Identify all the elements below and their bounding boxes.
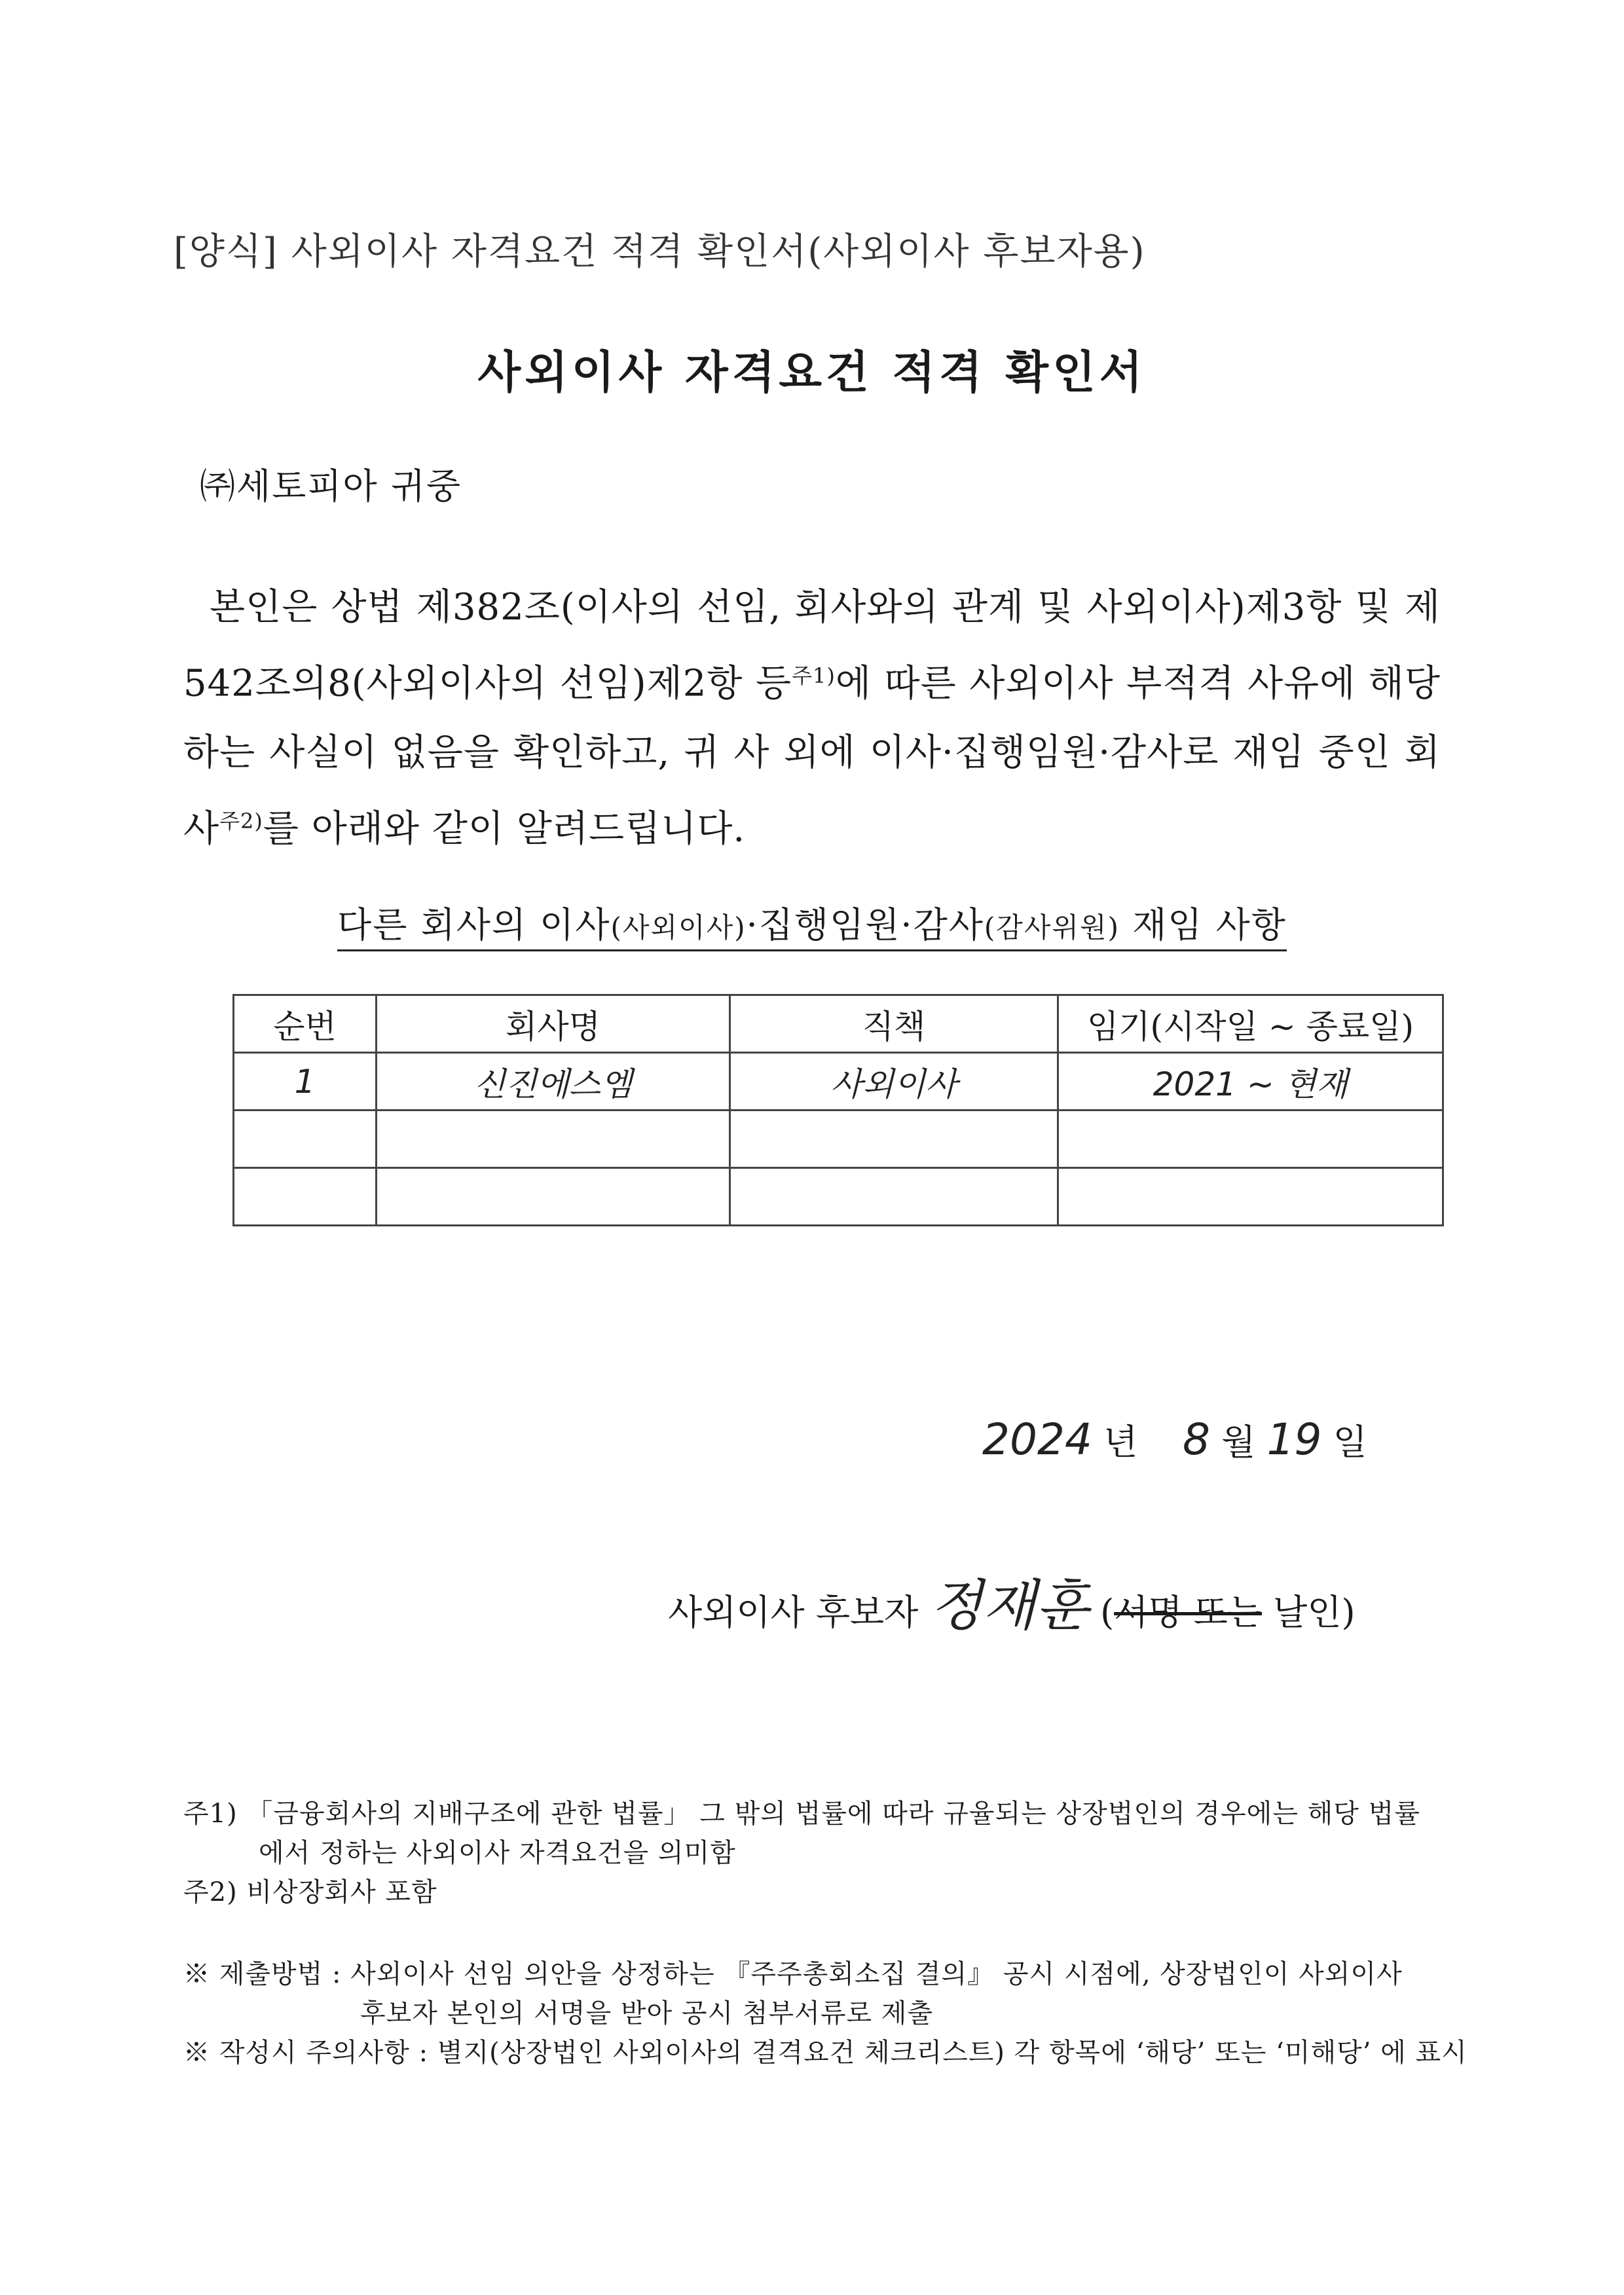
header-position: 직책	[730, 995, 1058, 1053]
submission-method-line-2: 후보자 본인의 서명을 받아 공시 첨부서류로 제출	[360, 1998, 934, 2029]
candidate-label: 사외이사 후보자	[668, 1592, 919, 1633]
writing-caution: ※ 작성시 주의사항 : 별지(상장법인 사외이사의 결격요건 체크리스트) 각 항목에 ‘해당’ 또는 ‘미해당’ 에 표시	[183, 2038, 1467, 2068]
cell-term[interactable]	[1058, 1168, 1443, 1226]
section-title-part-3: 재임 사항	[1119, 904, 1287, 946]
body-part-1: 본인은 상법 제382조(이사의 선임, 회사와의 관계 및 사외이사)제3항 및 제542조의8(사외이사의 선임)제2항 등	[183, 586, 1441, 705]
cell-company[interactable]	[377, 1168, 730, 1226]
body-paragraph	[183, 573, 1441, 863]
cell-term[interactable]	[1058, 1111, 1443, 1168]
date-year-label: 년	[1103, 1422, 1138, 1463]
date-month-label: 월	[1221, 1422, 1256, 1463]
footnote-1-line-2: 에서 정하는 사외이사 자격요건을 의미함	[259, 1838, 736, 1868]
signature-line	[668, 1562, 1356, 1641]
document-title: 사외이사 자격요건 적격 확인서	[477, 346, 1147, 399]
cell-no[interactable]: 1	[234, 1053, 377, 1111]
signature-paren-open: (	[1100, 1592, 1115, 1633]
candidate-signature[interactable]: 정재훈	[929, 1573, 1089, 1638]
date-month[interactable]: 8	[1182, 1414, 1210, 1465]
date-line	[982, 1414, 1367, 1465]
instructions	[183, 1955, 1467, 2072]
section-title-small-2: (감사위원)	[984, 911, 1120, 944]
signature-struck-text: 서명 또는	[1114, 1592, 1262, 1633]
cell-company[interactable]: 신진에스엠	[377, 1053, 730, 1111]
section-title	[0, 897, 1624, 947]
section-title-part-2: ·집행임원·감사	[746, 904, 984, 946]
date-year[interactable]: 2024	[982, 1414, 1092, 1465]
table-row	[234, 1111, 1443, 1168]
footnote-2: 주2) 비상장회사 포함	[183, 1877, 437, 1907]
cell-position[interactable]	[730, 1168, 1058, 1226]
cell-no[interactable]	[234, 1111, 377, 1168]
recipient: ㈜세토피아 귀중	[200, 466, 462, 507]
cell-position[interactable]	[730, 1111, 1058, 1168]
submission-method-line-1: ※ 제출방법 : 사외이사 선임 의안을 상정하는 『주주총회소집 결의』 공시 시점에, 상장법인이 사외이사	[183, 1959, 1403, 1989]
directorship-table	[232, 994, 1444, 1226]
form-label: [양식] 사외이사 자격요건 적격 확인서(사외이사 후보자용)	[174, 230, 1146, 273]
footnote-1-line-1: 주1) 「금융회사의 지배구조에 관한 법률」 그 밖의 법률에 따라 규율되는 상장법인의 경우에는 해당 법률	[183, 1799, 1420, 1829]
footnote-ref-1: 주1)	[792, 663, 836, 688]
footnote-ref-2: 주2)	[219, 808, 263, 834]
date-day[interactable]: 19	[1266, 1414, 1322, 1465]
footnote-1	[183, 1794, 1420, 1912]
cell-position[interactable]: 사외이사	[730, 1053, 1058, 1111]
cell-company[interactable]	[377, 1111, 730, 1168]
header-term: 임기(시작일 ~ 종료일)	[1058, 995, 1443, 1053]
table-row	[234, 1168, 1443, 1226]
table-header-row	[234, 995, 1443, 1053]
body-part-3: 를 아래와 같이 알려드립니다.	[263, 807, 746, 851]
signature-tail: 날인)	[1262, 1592, 1356, 1633]
body-part-2: 에 따른 사외이사 부적격 사유에 해당하는 사실이 없음을 확인하고, 귀 사 외에 이사·집행임원·감사로 재임 중인 회사	[183, 662, 1441, 851]
cell-term[interactable]: 2021 ~ 현재	[1058, 1053, 1443, 1111]
cell-no[interactable]	[234, 1168, 377, 1226]
date-day-label: 일	[1333, 1422, 1367, 1463]
section-title-small-1: (사외이사)	[610, 911, 747, 944]
header-company: 회사명	[377, 995, 730, 1053]
section-title-part-1: 다른 회사의 이사	[337, 904, 611, 946]
header-no: 순번	[234, 995, 377, 1053]
table-row	[234, 1053, 1443, 1111]
